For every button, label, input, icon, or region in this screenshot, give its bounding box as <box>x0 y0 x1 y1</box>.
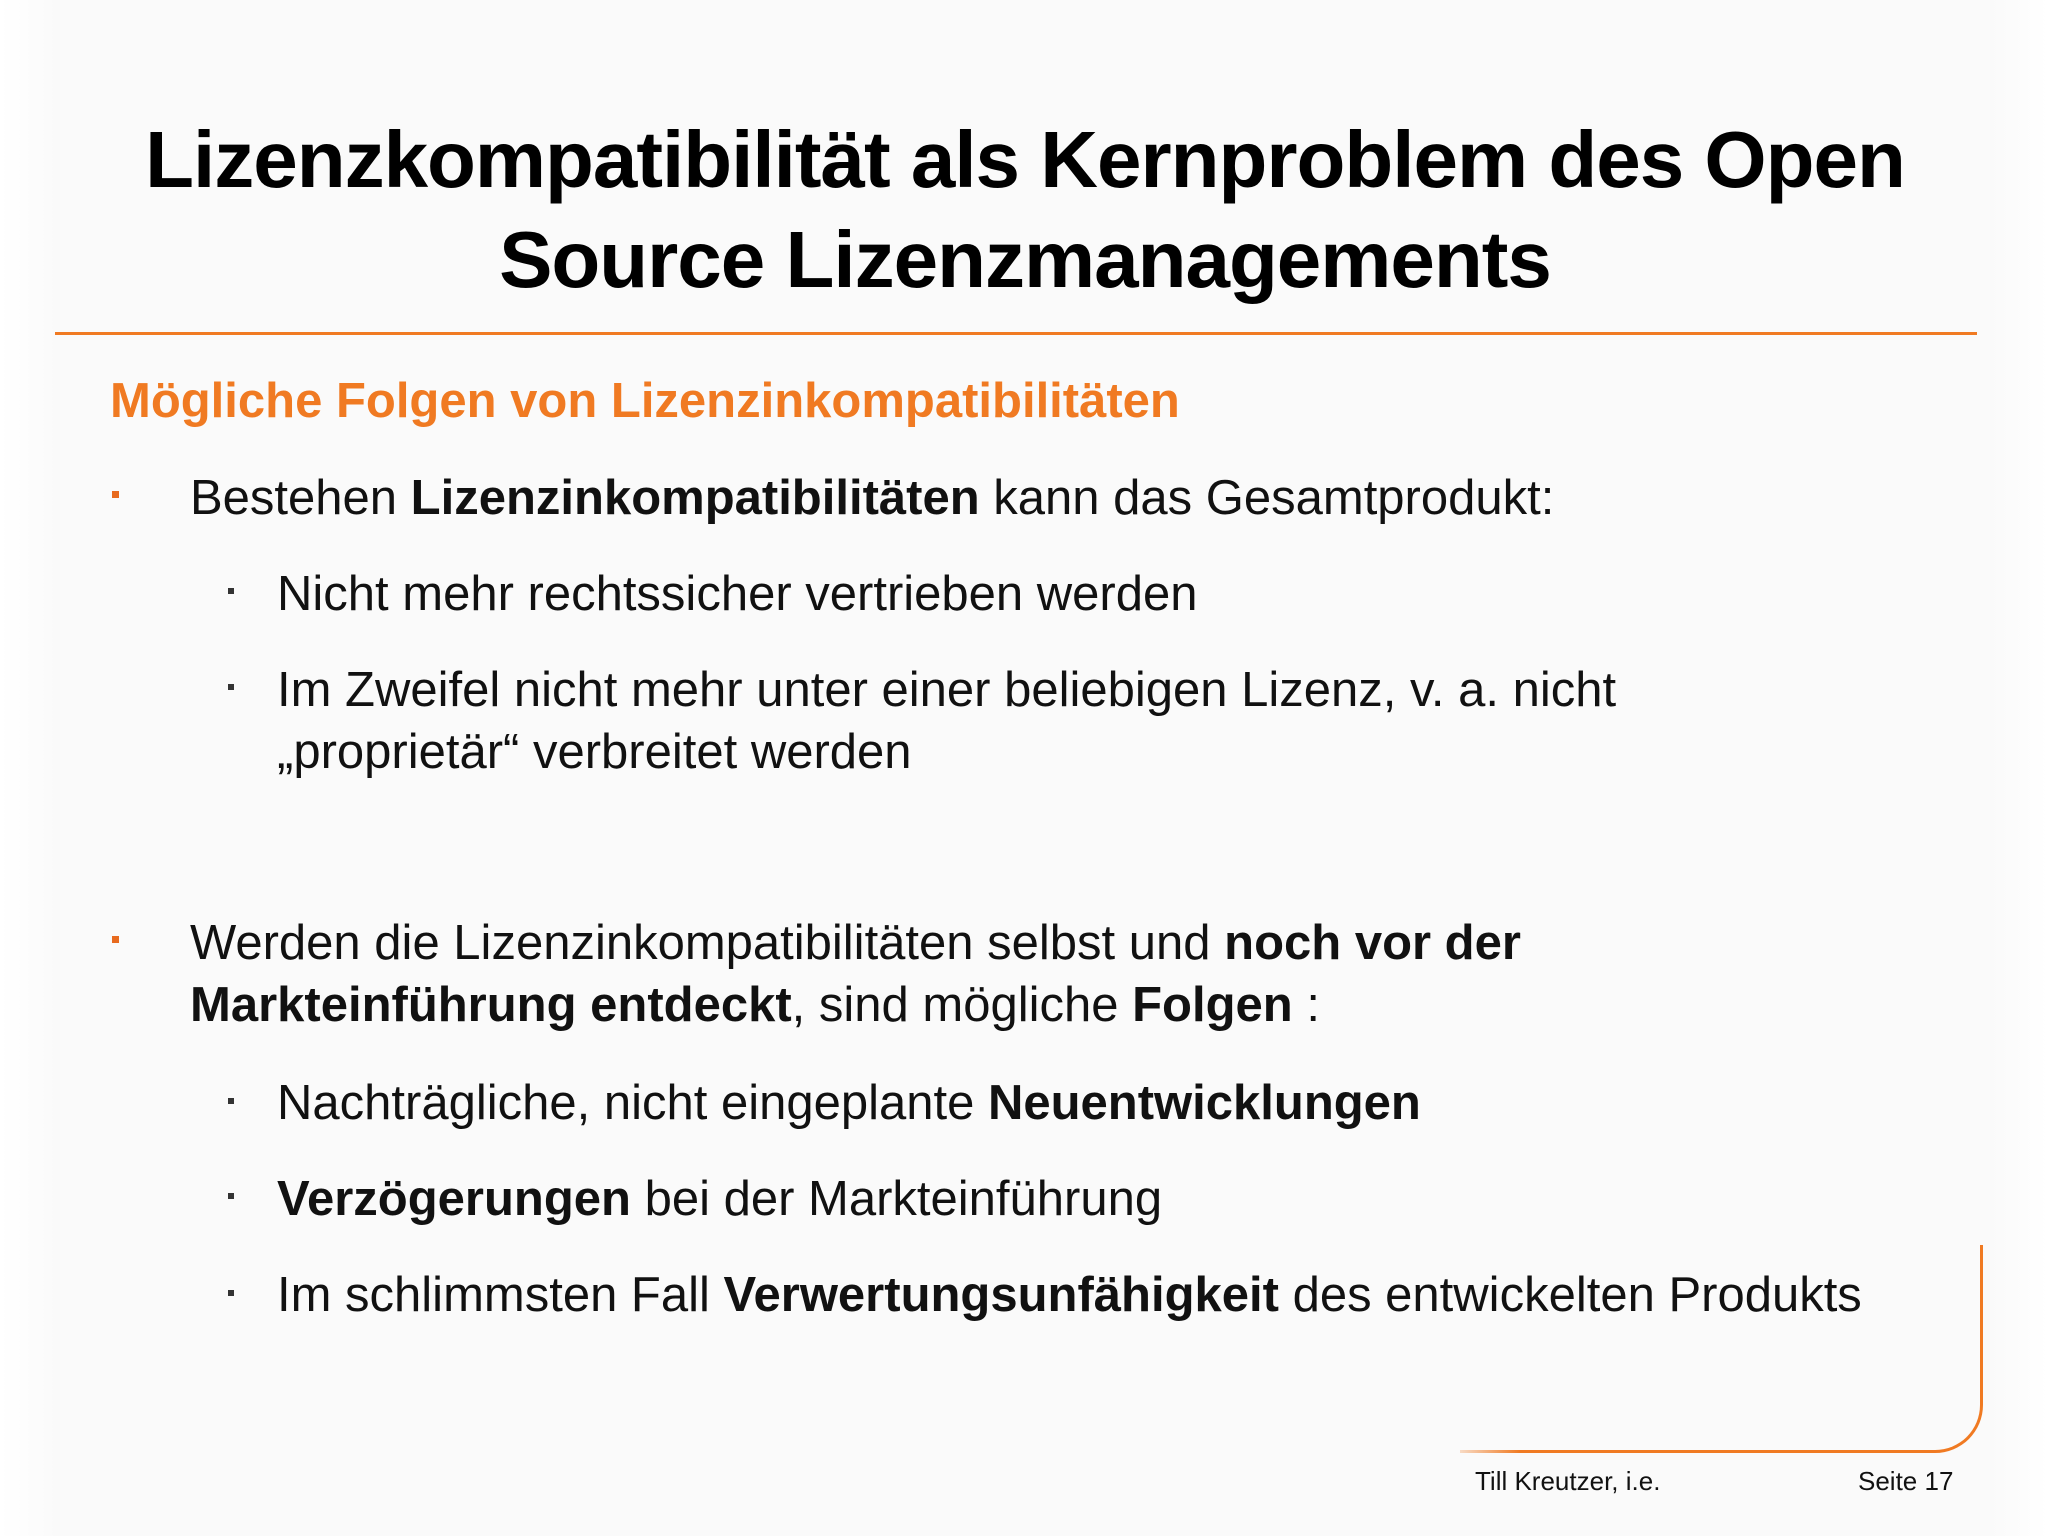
sub-bullet-item <box>277 1168 1917 1230</box>
bullet-item <box>190 912 1890 1036</box>
sub-bullet-text: Nachträgliche, nicht eingeplante <box>277 1076 988 1130</box>
corner-frame <box>1460 1245 1983 1453</box>
bullet-emphasis: Lizenzinkompatibilitäten <box>410 471 980 525</box>
bullet-marker <box>112 936 119 943</box>
bullet-emphasis: noch vor der Markteinführung entdeckt <box>190 916 1521 1032</box>
sub-bullet-text: bei der Markteinführung <box>630 1172 1163 1226</box>
sub-bullet-item <box>277 1072 1917 1134</box>
sub-bullet-marker <box>228 588 234 594</box>
sub-bullet-text: Im schlimmsten Fall <box>277 1268 724 1322</box>
sub-bullet-emphasis: Neuentwicklungen <box>987 1076 1421 1130</box>
sub-bullet-marker <box>228 684 234 690</box>
bullet-item <box>190 467 1910 529</box>
sub-bullet-marker <box>228 1290 234 1296</box>
bullet-emphasis: Folgen <box>1132 978 1293 1032</box>
bullet-text: : <box>1292 978 1320 1032</box>
sub-bullet-item <box>277 659 1837 783</box>
bullet-marker <box>112 491 119 498</box>
bullet-text: kann das Gesamtprodukt: <box>979 471 1555 525</box>
page-number: Seite 17 <box>1858 1466 1954 1496</box>
corner-frame-fade <box>1440 1440 1520 1460</box>
sub-bullet-item <box>277 563 1917 625</box>
sub-bullet-emphasis: Verzögerungen <box>277 1172 631 1226</box>
bullet-text: Werden die Lizenzinkompatibilitäten selbst und <box>190 916 1225 970</box>
sub-bullet-text: des entwickelten Produkts <box>1278 1268 1862 1322</box>
title-divider <box>55 332 1977 335</box>
footer-author: Till Kreutzer, i.e. <box>1475 1466 1661 1496</box>
slide-title: Lizenzkompatibilität als Kernproblem des Open Source Lizenzmanagements <box>145 115 1905 304</box>
sub-bullet-text: Im Zweifel nicht mehr unter einer beliebigen Lizenz, v. a. nicht „proprietär“ verbreitet werden <box>277 663 1617 779</box>
sub-bullet-emphasis: Verwertungsunfähigkeit <box>723 1268 1279 1322</box>
sub-bullet-text: Nicht mehr rechtssicher vertrieben werden <box>277 567 1198 621</box>
bullet-text: Bestehen <box>190 471 411 525</box>
section-heading: Mögliche Folgen von Lizenzinkompatibilitäten <box>110 374 1180 428</box>
sub-bullet-marker <box>228 1193 234 1199</box>
bullet-text: , sind mögliche <box>791 978 1133 1032</box>
sub-bullet-marker <box>228 1098 234 1104</box>
